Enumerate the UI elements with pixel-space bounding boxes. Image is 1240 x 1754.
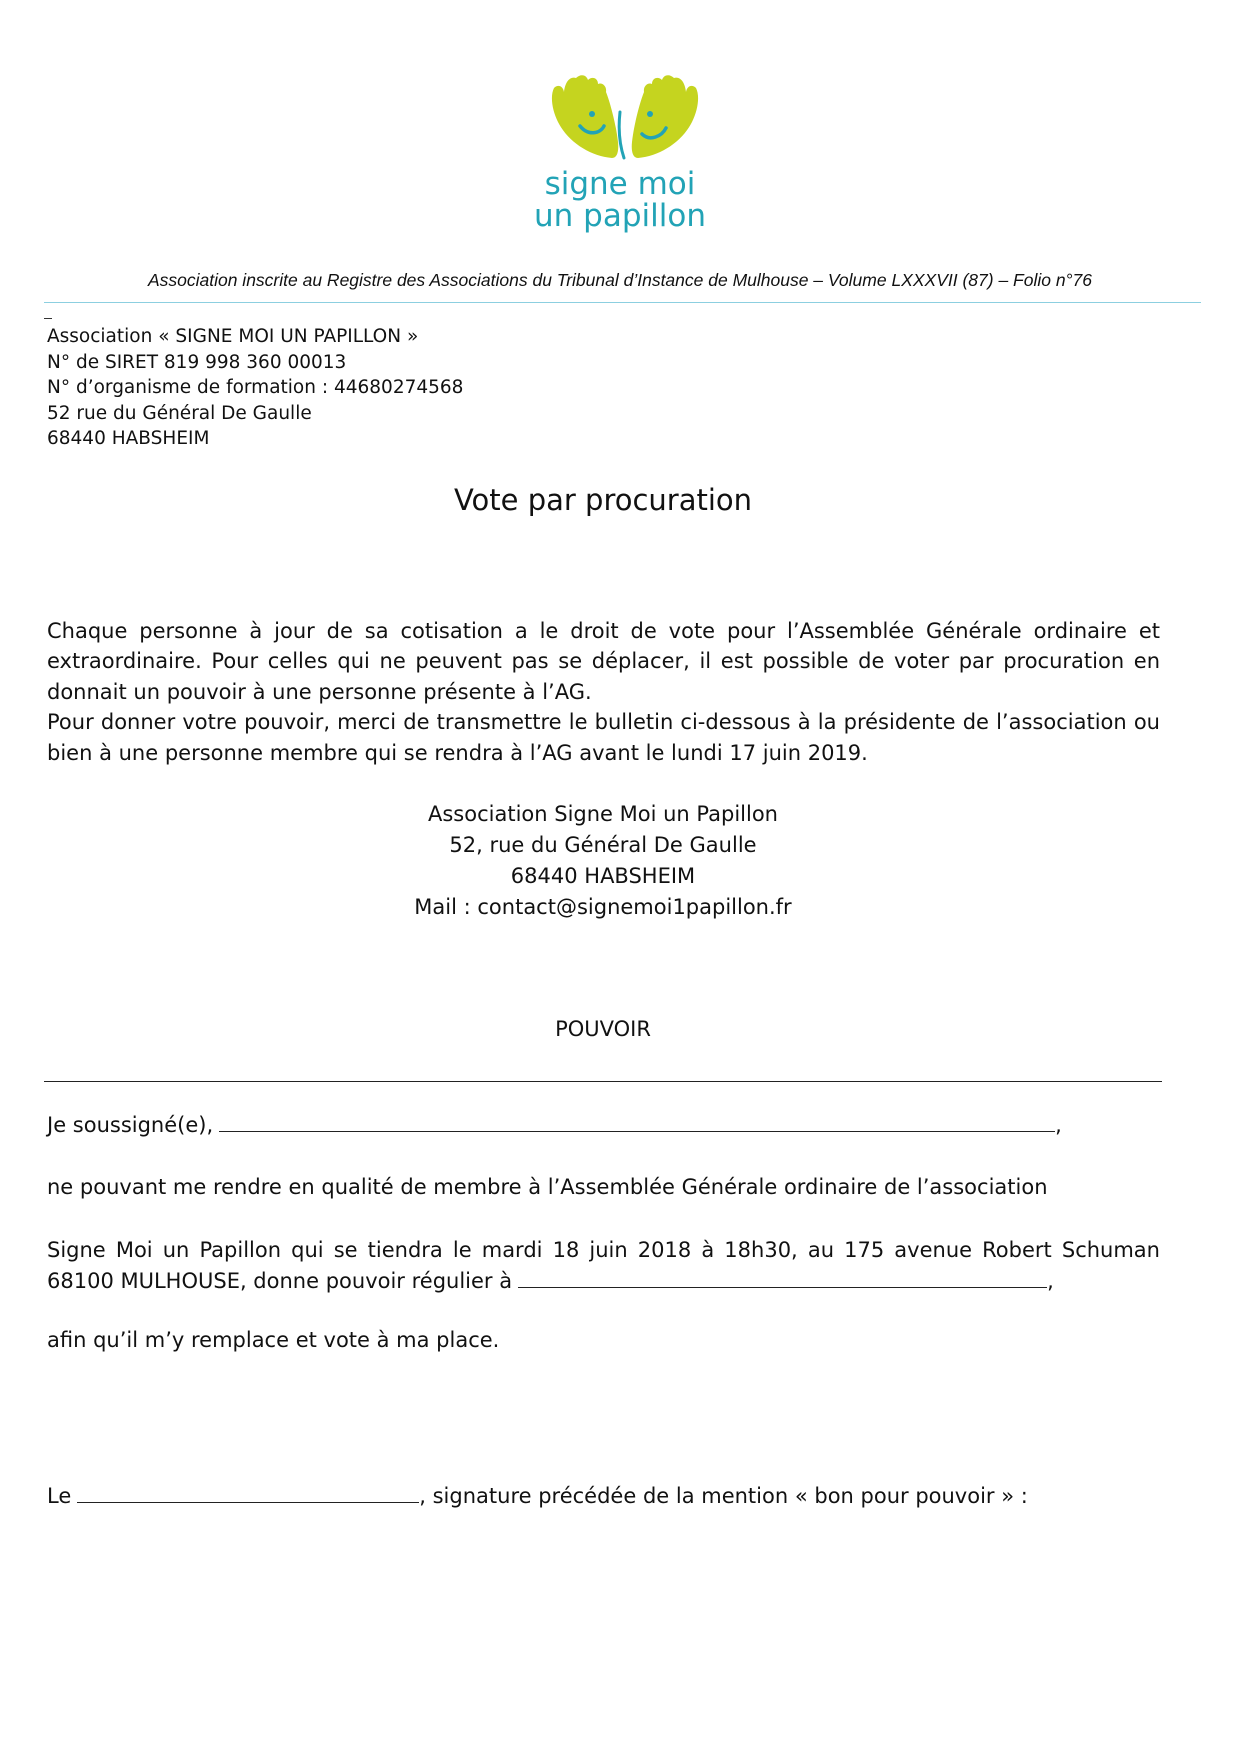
- body-text: [47, 616, 1160, 768]
- proxy-name-field[interactable]: [518, 1269, 1047, 1288]
- contact-street: 52, rue du Général De Gaulle: [449, 833, 757, 857]
- meeting-details: [47, 1235, 1160, 1297]
- logo-wordmark: [520, 168, 720, 232]
- form-heading: POUVOIR: [555, 1017, 651, 1041]
- date-prefix: Le: [47, 1484, 72, 1508]
- contact-address: [0, 799, 1206, 923]
- date-field[interactable]: [77, 1484, 419, 1503]
- undersigned-comma: ,: [1055, 1113, 1062, 1137]
- contact-city: 68440 HABSHEIM: [510, 864, 696, 888]
- margin-tick: [44, 318, 52, 319]
- page-title: Vote par procuration: [453, 483, 753, 517]
- signature-instruction: , signature précédée de la mention « bon pour pouvoir » :: [419, 1484, 1028, 1508]
- sender-address: [47, 324, 463, 452]
- contact-mail: Mail : contact@signemoi1papillon.fr: [414, 895, 792, 919]
- sender-name: Association « SIGNE MOI UN PAPILLON »: [47, 326, 419, 347]
- logo-line-2: un papillon: [534, 198, 706, 234]
- sender-training-number: N° d’organisme de formation : 44680274568: [47, 377, 464, 399]
- body-paragraph-2: Pour donner votre pouvoir, merci de transmettre le bulletin ci-dessous à la présidente de l’association ou bien à une personne membre qui se rendra à l’AG avant le lundi 17 juin 2019.: [47, 710, 1160, 765]
- sender-siret: N° de SIRET 819 998 360 00013: [47, 351, 347, 373]
- header-divider: [44, 302, 1201, 303]
- undersigned-label: Je soussigné(e),: [47, 1113, 214, 1137]
- logo-line-1: signe moi: [544, 166, 696, 202]
- proxy-comma: ,: [1047, 1269, 1054, 1293]
- contact-name: Association Signe Moi un Papillon: [428, 802, 778, 826]
- form-divider: [44, 1081, 1162, 1082]
- undersigned-name-field[interactable]: [219, 1113, 1055, 1132]
- unable-attend-line: ne pouvant me rendre en qualité de membre à l’Assemblée Générale ordinaire de l’association: [47, 1175, 1048, 1199]
- body-paragraph-1: Chaque personne à jour de sa cotisation a le droit de vote pour l’Assemblée Générale ordinaire et extraordinaire. Pour celles qui ne peuvent pas se déplacer, il est possible de voter par procuration en donnait un pouvoir à une personne présente à l’AG.: [47, 619, 1160, 704]
- undersigned-line: [47, 1113, 1062, 1137]
- meeting-details-line-1: Signe Moi un Papillon qui se tiendra le mardi 18 juin 2018 à 18h30, au 175 avenue Robert Schuman: [47, 1238, 1160, 1262]
- meeting-details-line-2: [47, 1266, 1160, 1297]
- sender-street: 52 rue du Général De Gaulle: [47, 402, 312, 424]
- sender-city: 68440 HABSHEIM: [47, 428, 210, 450]
- date-signature-line: [47, 1484, 1028, 1508]
- registry-statement: Association inscrite au Registre des Associations du Tribunal d’Instance de Mulhouse – Volume LXXXVII (87) – Folio n°76: [147, 270, 1093, 290]
- proxy-label: 68100 MULHOUSE, donne pouvoir régulier à: [47, 1269, 513, 1293]
- replacement-line: afin qu’il m’y remplace et vote à ma place.: [47, 1328, 500, 1352]
- butterfly-hands-logo-icon: [550, 72, 700, 162]
